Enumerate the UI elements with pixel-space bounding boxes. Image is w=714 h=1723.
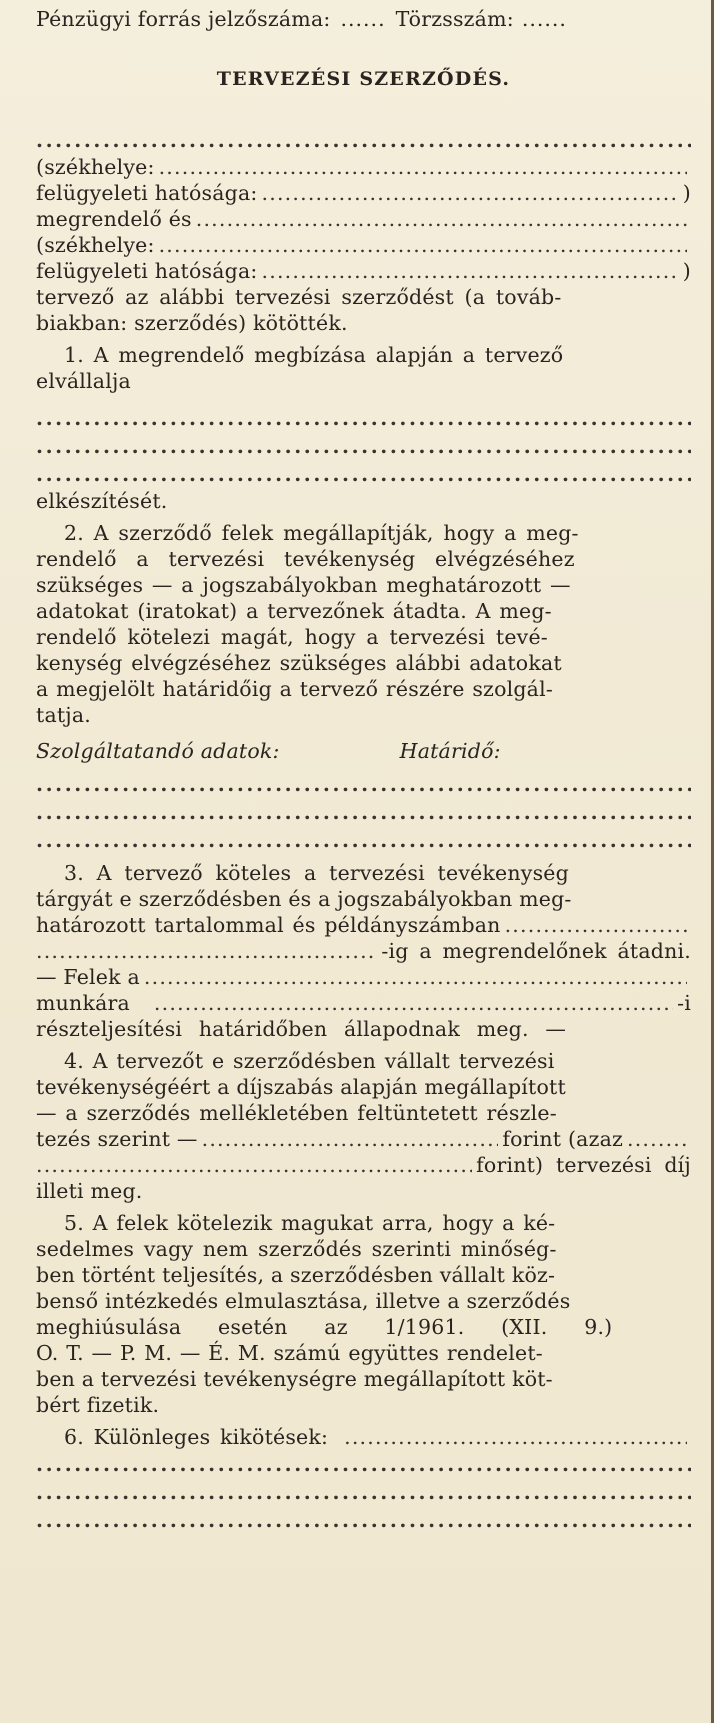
authority-label-2: felügyeleti hatósága: bbox=[36, 259, 258, 283]
section-3-text: tárgyát e szerződésben és a jogszabályokban meg- bbox=[36, 887, 572, 911]
authority-blank-2[interactable] bbox=[262, 258, 679, 284]
authority-label-1: felügyeleti hatósága: bbox=[36, 181, 258, 205]
section-5-line-5 bbox=[36, 1314, 691, 1340]
authority-close-1: ) bbox=[682, 181, 691, 205]
authority-line-2 bbox=[36, 258, 691, 284]
registry-label: Törzsszám: bbox=[395, 7, 514, 31]
concluded-line-2 bbox=[36, 310, 691, 336]
client-label: megrendelő és bbox=[36, 207, 192, 231]
section-3-line-6 bbox=[36, 990, 691, 1016]
section-3-text: munkára bbox=[36, 991, 130, 1015]
section-4-line-6 bbox=[36, 1178, 691, 1204]
section-2-line-2 bbox=[36, 546, 691, 572]
document-title: TERVEZÉSI SZERZŐDÉS. bbox=[216, 68, 511, 90]
section-6-label: 6. Különleges kikötések: bbox=[64, 1425, 329, 1449]
designer-name-blank[interactable] bbox=[196, 206, 687, 232]
seat-line-2 bbox=[36, 232, 691, 258]
section-5-text: sedelmes vagy nem szerződés szerinti minőség- bbox=[36, 1237, 557, 1261]
authority-line-1 bbox=[36, 180, 691, 206]
section-3-text: határozott tartalommal és példányszámban bbox=[36, 913, 501, 937]
work-blank[interactable] bbox=[154, 990, 673, 1016]
concluded-line-1 bbox=[36, 284, 691, 310]
seat-line-1 bbox=[36, 154, 691, 180]
section-4-text: forint) tervezési díj bbox=[476, 1153, 691, 1177]
section-2-text: a megjelölt határidőig a tervező részére szolgál- bbox=[36, 677, 553, 701]
authority-blank-1[interactable] bbox=[262, 180, 679, 206]
client-line bbox=[36, 206, 691, 232]
section-4-line-2 bbox=[36, 1074, 691, 1100]
section-2-text: rendelő a tervezési tevékenység elvégzéséhez bbox=[36, 547, 575, 571]
section-2-text: tatja. bbox=[36, 703, 91, 727]
fee-words-blank-2[interactable] bbox=[36, 1152, 472, 1178]
section-2-line-4 bbox=[36, 598, 691, 624]
section-1-line-1 bbox=[36, 342, 691, 368]
special-terms-blank-1[interactable] bbox=[36, 1450, 691, 1478]
section-5-line-8 bbox=[36, 1392, 691, 1418]
section-5-text: O. T. — P. M. — É. M. számú együttes rendelet- bbox=[36, 1341, 543, 1365]
section-1-line-2 bbox=[36, 368, 691, 394]
financial-source-label: Pénzügyi forrás jelzőszáma: bbox=[36, 7, 331, 31]
data-column-label: Szolgáltatandó adatok: bbox=[36, 739, 280, 763]
section-5-text: ben történt teljesítés, a szerződésben vállalt köz- bbox=[36, 1263, 556, 1287]
seat-blank-2[interactable] bbox=[159, 232, 687, 258]
section-2-line-3 bbox=[36, 572, 691, 598]
seat-label-2: (székhelye: bbox=[36, 233, 155, 257]
data-row-blank-2[interactable] bbox=[36, 798, 691, 826]
section-4-line-1 bbox=[36, 1048, 691, 1074]
section-3-text: -i bbox=[677, 991, 691, 1015]
section-2-line-7 bbox=[36, 676, 691, 702]
section-1-end-line bbox=[36, 488, 691, 514]
section-1-end: elkészítését. bbox=[36, 489, 168, 513]
data-table-header bbox=[36, 738, 691, 764]
section-1-text-1: 1. A megrendelő megbízása alapján a tervező bbox=[64, 343, 564, 367]
section-5-text: meghiúsulása esetén az 1/1961. (XII. 9.) bbox=[36, 1315, 613, 1339]
section-2-text: adatokat (iratokat) a tervezőnek átadta. A meg- bbox=[36, 599, 552, 623]
special-terms-blank-2[interactable] bbox=[36, 1478, 691, 1506]
section-3-text: -ig a megrendelőnek átadni. bbox=[381, 939, 691, 963]
section-4-text: tevékenységéért a díjszabás alapján megállapított bbox=[36, 1075, 566, 1099]
authority-close-2: ) bbox=[682, 259, 691, 283]
section-3-text: — Felek a bbox=[36, 965, 140, 989]
section-5-line-1 bbox=[36, 1210, 691, 1236]
section-3-line-7 bbox=[36, 1016, 691, 1042]
section-3-line-4 bbox=[36, 938, 691, 964]
section-2-line-5 bbox=[36, 624, 691, 650]
section-5-line-6 bbox=[36, 1340, 691, 1366]
section-5-line-4 bbox=[36, 1288, 691, 1314]
section-2-line-1 bbox=[36, 520, 691, 546]
section-5-text: benső intézkedés elmulasztása, illetve a szerződés bbox=[36, 1289, 571, 1313]
section-5-line-7 bbox=[36, 1366, 691, 1392]
concluded-text-2: biakban: szerződés) kötötték. bbox=[36, 311, 348, 335]
section-4-line-4 bbox=[36, 1126, 691, 1152]
section-3-line-2 bbox=[36, 886, 691, 912]
section-3-text: részteljesítési határidőben állapodnak meg. — bbox=[36, 1017, 567, 1041]
section-4-text: — a szerződés mellékletében feltüntetett részle- bbox=[36, 1101, 557, 1125]
section-2-line-6 bbox=[36, 650, 691, 676]
section-5-line-3 bbox=[36, 1262, 691, 1288]
section-2-text: szükséges — a jogszabályokban meghatározott — bbox=[36, 573, 571, 597]
fee-amount-blank[interactable] bbox=[202, 1126, 499, 1152]
section-1-blank-3[interactable] bbox=[36, 460, 691, 488]
deadline-column-label: Határidő: bbox=[399, 739, 501, 763]
section-2-line-8 bbox=[36, 702, 691, 728]
section-4-text: tezés szerint — bbox=[36, 1127, 198, 1151]
section-5-line-2 bbox=[36, 1236, 691, 1262]
section-4-text: illeti meg. bbox=[36, 1179, 143, 1203]
section-1-blank-2[interactable] bbox=[36, 432, 691, 460]
section-3-line-5 bbox=[36, 964, 691, 990]
parties-blank[interactable] bbox=[144, 964, 687, 990]
section-4-line-3 bbox=[36, 1100, 691, 1126]
header-line bbox=[36, 6, 691, 32]
section-3-line-1 bbox=[36, 860, 691, 886]
fee-words-blank[interactable] bbox=[627, 1126, 687, 1152]
section-1-blank-1[interactable] bbox=[36, 404, 691, 432]
section-2-text: rendelő kötelezi magát, hogy a tervezési tevé- bbox=[36, 625, 548, 649]
data-row-blank-3[interactable] bbox=[36, 826, 691, 854]
section-5-text: bért fizetik. bbox=[36, 1393, 160, 1417]
section-4-text: forint (azaz bbox=[502, 1127, 623, 1151]
seat-label-1: (székhelye: bbox=[36, 155, 155, 179]
financial-source-blank[interactable]: ...... bbox=[340, 7, 386, 31]
copies-blank[interactable] bbox=[505, 912, 687, 938]
section-5-text: 5. A felek kötelezik magukat arra, hogy a ké- bbox=[64, 1211, 556, 1235]
registry-blank[interactable]: ...... bbox=[521, 7, 567, 31]
section-6-line bbox=[36, 1424, 691, 1450]
concluded-text-1: tervező az alábbi tervezési szerződést (a továb- bbox=[36, 285, 562, 309]
section-3-line-3 bbox=[36, 912, 691, 938]
section-3-text: 3. A tervező köteles a tervezési tevékenység bbox=[64, 861, 569, 885]
section-2-text: 2. A szerződő felek megállapítják, hogy a meg- bbox=[64, 521, 579, 545]
seat-blank-1[interactable] bbox=[159, 154, 687, 180]
party-name-blank[interactable] bbox=[36, 126, 691, 154]
section-2-text: kenység elvégzéséhez szükséges alábbi adatokat bbox=[36, 651, 562, 675]
handover-date-blank[interactable] bbox=[36, 938, 377, 964]
section-4-line-5 bbox=[36, 1152, 691, 1178]
section-1-text-2: elvállalja bbox=[36, 369, 131, 393]
data-row-blank-1[interactable] bbox=[36, 770, 691, 798]
section-5-text: ben a tervezési tevékenységre megállapított köt- bbox=[36, 1367, 553, 1391]
special-terms-blank-3[interactable] bbox=[36, 1506, 691, 1534]
section-4-text: 4. A tervezőt e szerződésben vállalt tervezési bbox=[64, 1049, 555, 1073]
special-terms-blank[interactable] bbox=[344, 1424, 687, 1450]
